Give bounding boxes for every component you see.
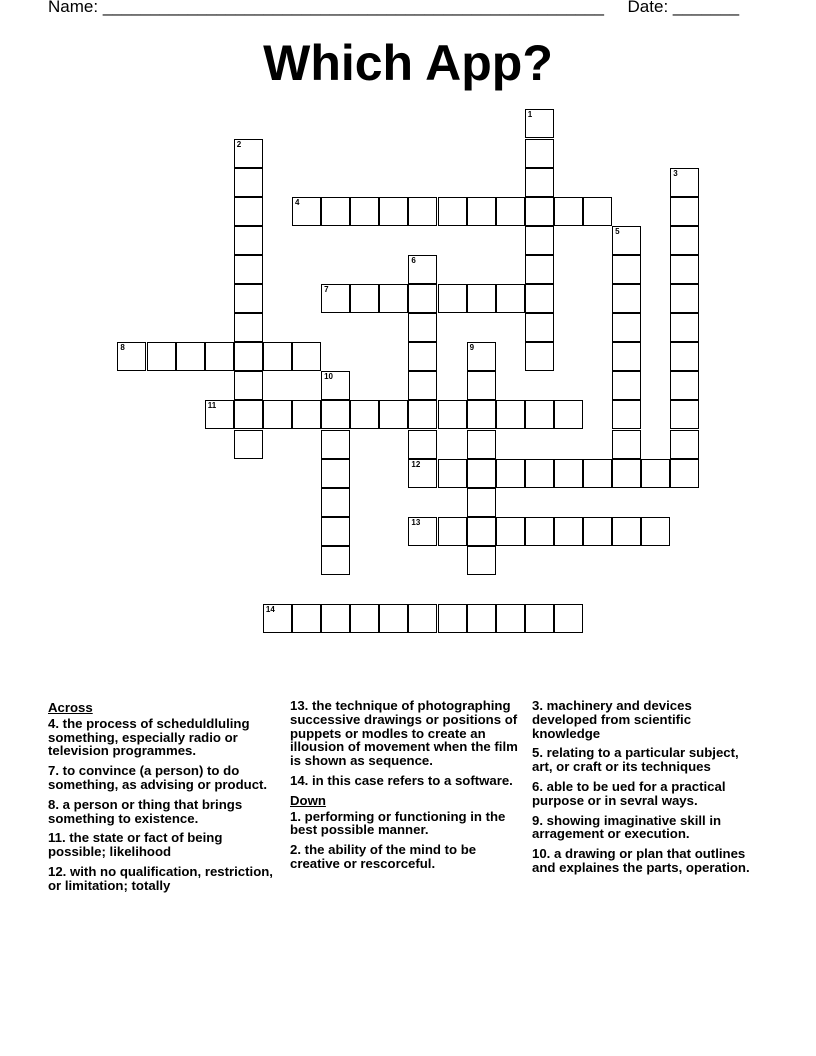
grid-cell[interactable] (670, 168, 699, 197)
grid-cell[interactable] (292, 197, 321, 226)
grid-cell[interactable] (350, 197, 379, 226)
grid-cell[interactable] (176, 342, 205, 371)
grid-cell[interactable] (554, 517, 583, 546)
grid-cell[interactable] (408, 430, 437, 459)
grid-cell[interactable] (408, 604, 437, 633)
grid-cell[interactable] (467, 284, 496, 313)
grid-cell[interactable] (496, 197, 525, 226)
grid-cell[interactable] (408, 459, 437, 488)
grid-cell[interactable] (408, 342, 437, 371)
grid-cell[interactable] (554, 400, 583, 429)
clue-down-6: 6. able to be ued for a practical purpose or in sevral ways. (532, 778, 726, 808)
grid-cell[interactable] (321, 546, 350, 575)
name-blank[interactable]: _____________________________________________________ (102, 0, 604, 16)
grid-cell[interactable] (408, 284, 437, 313)
grid-cell[interactable] (670, 400, 699, 429)
clue-across-4: 4. the process of scheduldluling something, especially radio or television programmes. (48, 715, 250, 759)
grid-cell[interactable] (234, 255, 263, 284)
grid-cell[interactable] (612, 342, 641, 371)
cell-number: 13 (411, 517, 421, 527)
grid-cell[interactable] (525, 139, 554, 168)
clue-across-14: 14. in this case refers to a software. (290, 772, 513, 788)
grid-cell[interactable] (234, 197, 263, 226)
grid-cell[interactable] (321, 604, 350, 633)
grid-cell[interactable] (408, 371, 437, 400)
grid-cell[interactable] (525, 197, 554, 226)
grid-cell[interactable] (234, 313, 263, 342)
grid-cell[interactable] (263, 400, 292, 429)
clue-down-1: 1. performing or functioning in the best possible manner. (290, 808, 506, 838)
grid-cell[interactable] (670, 459, 699, 488)
grid-cell[interactable] (379, 197, 408, 226)
grid-cell[interactable] (350, 400, 379, 429)
grid-cell[interactable] (205, 400, 234, 429)
grid-cell[interactable] (321, 284, 350, 313)
grid-cell[interactable] (525, 284, 554, 313)
grid-cell[interactable] (467, 371, 496, 400)
clue-across-7: 7. to convince (a person) to do something, as advising or product. (48, 763, 268, 792)
grid-cell[interactable] (583, 197, 612, 226)
grid-cell[interactable] (583, 459, 612, 488)
grid-cell[interactable] (467, 459, 496, 488)
cell-number: 8 (120, 343, 125, 353)
grid-cell[interactable] (321, 430, 350, 459)
grid-cell[interactable] (321, 488, 350, 517)
grid-cell[interactable] (379, 604, 408, 633)
grid-cell[interactable] (525, 459, 554, 488)
grid-cell[interactable] (525, 109, 554, 138)
grid-cell[interactable] (525, 342, 554, 371)
grid-cell[interactable] (234, 168, 263, 197)
page-title: Which App? (263, 35, 553, 91)
grid-cell[interactable] (321, 197, 350, 226)
grid-cell[interactable] (496, 459, 525, 488)
grid-cell[interactable] (234, 371, 263, 400)
grid-cell[interactable] (292, 342, 321, 371)
grid-cell[interactable] (612, 371, 641, 400)
grid-cell[interactable] (147, 342, 176, 371)
cell-number: 14 (265, 605, 275, 615)
grid-cell[interactable] (525, 168, 554, 197)
grid-cell[interactable] (467, 400, 496, 429)
clue-down-9: 9. showing imaginative skill in arragement or execution. (532, 812, 722, 842)
grid-cell[interactable] (234, 139, 263, 168)
cell-number: 11 (207, 401, 217, 411)
cell-number: 10 (324, 372, 333, 382)
grid-cell[interactable] (117, 342, 146, 371)
grid-cell[interactable] (670, 430, 699, 459)
grid-cell[interactable] (438, 517, 467, 546)
grid-cell[interactable] (467, 197, 496, 226)
grid-cell[interactable] (292, 400, 321, 429)
grid-cell[interactable] (612, 459, 641, 488)
grid-cell[interactable] (612, 430, 641, 459)
cell-number: 4 (295, 197, 300, 207)
grid-cell[interactable] (496, 604, 525, 633)
grid-cell[interactable] (670, 371, 699, 400)
grid-cell[interactable] (554, 197, 583, 226)
grid-cell[interactable] (438, 459, 467, 488)
grid-cell[interactable] (321, 400, 350, 429)
grid-cell[interactable] (583, 517, 612, 546)
clue-down-10: 10. a drawing or plan that outlines and explaines the parts, operation. (532, 846, 750, 875)
grid-cell[interactable] (321, 371, 350, 400)
grid-cell[interactable] (612, 400, 641, 429)
clue-down-2: 2. the ability of the mind to be creative or rescorceful. (290, 842, 477, 871)
grid-cell[interactable] (641, 459, 670, 488)
grid-cell[interactable] (408, 400, 437, 429)
grid-cell[interactable] (525, 517, 554, 546)
clue-across-12: 12. with no qualification, restriction, or limitation; totally (48, 863, 273, 893)
date-blank[interactable]: _______ (672, 0, 740, 16)
grid-cell[interactable] (670, 197, 699, 226)
cell-number: 2 (236, 139, 242, 149)
clue-across-8: 8. a person or thing that brings something to existence. (48, 796, 243, 826)
grid-cell[interactable] (467, 517, 496, 546)
grid-cell[interactable] (612, 255, 641, 284)
grid-cell[interactable] (467, 342, 496, 371)
grid-cell[interactable] (263, 342, 292, 371)
grid-cell[interactable] (379, 284, 408, 313)
date-label: Date: (627, 0, 669, 16)
cell-number: 9 (469, 343, 475, 353)
name-label: Name: (48, 0, 99, 16)
grid-cell[interactable] (641, 517, 670, 546)
clue-down-5: 5. relating to a particular subject, art, or craft or its techniques (532, 745, 739, 775)
cell-number: 1 (527, 110, 533, 120)
grid-cell[interactable] (321, 459, 350, 488)
grid-cell[interactable] (467, 604, 496, 633)
grid-cell[interactable] (496, 400, 525, 429)
grid-cell[interactable] (525, 604, 554, 633)
grid-cell[interactable] (612, 226, 641, 255)
grid-cell[interactable] (438, 284, 467, 313)
grid-cell[interactable] (554, 604, 583, 633)
grid-cell[interactable] (467, 546, 496, 575)
clues-column-2 (290, 699, 518, 877)
cell-number: 5 (615, 226, 620, 236)
clue-across-13: 13. the technique of photographing successive drawings or positions of puppets or modles to create an illousion of movement when the film is shown as sequence. (290, 698, 518, 769)
grid-cell[interactable] (525, 226, 554, 255)
grid-cell[interactable] (670, 342, 699, 371)
grid-cell[interactable] (496, 284, 525, 313)
grid-cell[interactable] (234, 284, 263, 313)
clues-column-3 (532, 699, 760, 881)
clue-across-11: 11. the state or fact of being possible; likelihood (48, 830, 223, 860)
grid-cell[interactable] (467, 488, 496, 517)
cell-number: 3 (673, 168, 678, 178)
grid-cell[interactable] (408, 313, 437, 342)
grid-cell[interactable] (408, 197, 437, 226)
grid-cell[interactable] (670, 255, 699, 284)
grid-cell[interactable] (525, 255, 554, 284)
cell-number: 6 (411, 255, 416, 265)
grid-cell[interactable] (496, 517, 525, 546)
grid-cell[interactable] (438, 400, 467, 429)
grid-cell[interactable] (408, 517, 437, 546)
grid-cell[interactable] (554, 459, 583, 488)
grid-cell[interactable] (670, 226, 699, 255)
grid-cell[interactable] (205, 342, 234, 371)
grid-cell[interactable] (612, 313, 641, 342)
grid-cell[interactable] (234, 226, 263, 255)
grid-cell[interactable] (379, 400, 408, 429)
grid-cell[interactable] (350, 284, 379, 313)
clue-down-3: 3. machinery and devices developed from scientific knowledge (532, 698, 692, 741)
grid-cell[interactable] (408, 255, 437, 284)
grid-cell[interactable] (438, 197, 467, 226)
grid-cell[interactable] (350, 604, 379, 633)
grid-cell[interactable] (612, 284, 641, 313)
grid-cell[interactable] (670, 313, 699, 342)
grid-cell[interactable] (670, 284, 699, 313)
grid-cell[interactable] (234, 400, 263, 429)
grid-cell[interactable] (525, 400, 554, 429)
grid-cell[interactable] (612, 517, 641, 546)
grid-cell[interactable] (467, 430, 496, 459)
grid-cell[interactable] (234, 342, 263, 371)
across-heading: Across (48, 700, 93, 715)
cell-number: 12 (411, 459, 421, 469)
grid-cell[interactable] (438, 604, 467, 633)
grid-cell[interactable] (292, 604, 321, 633)
down-heading: Down (290, 792, 326, 808)
grid-cell[interactable] (321, 517, 350, 546)
clues-column-1 (48, 699, 276, 899)
grid-cell[interactable] (263, 604, 292, 633)
grid-cell[interactable] (234, 430, 263, 459)
grid-cell[interactable] (525, 313, 554, 342)
cell-number: 7 (324, 285, 329, 294)
